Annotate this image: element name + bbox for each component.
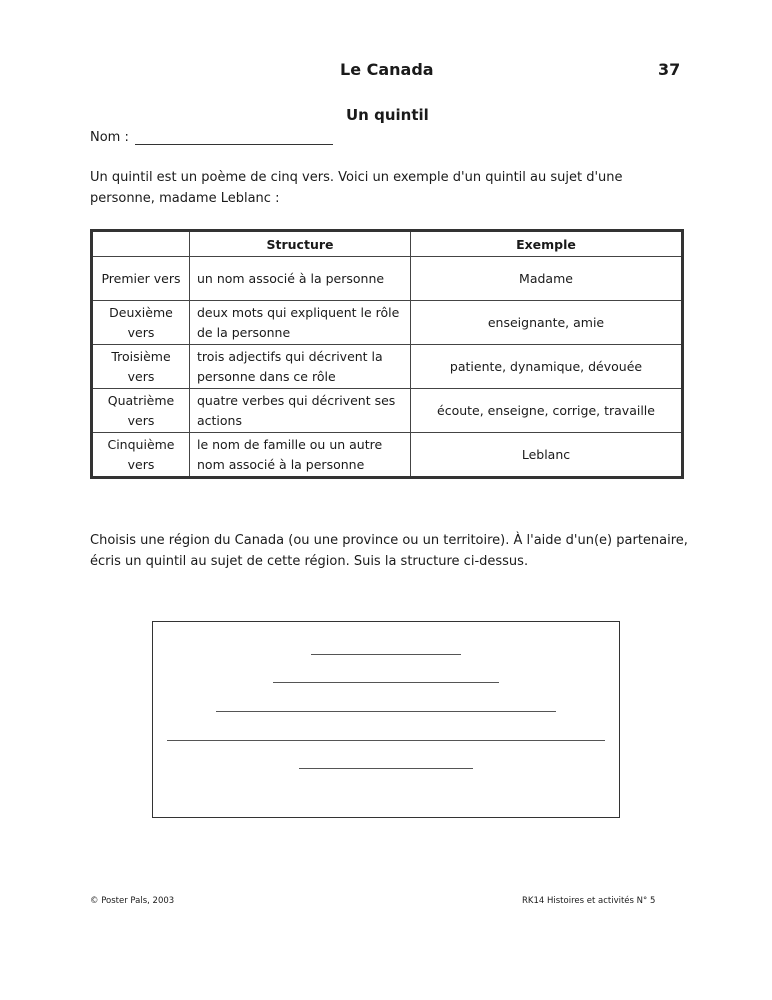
table-row [92, 389, 683, 433]
task-instructions: Choisis une région du Canada (ou une province ou un territoire). À l'aide d'un(e) partenaire, écris un quintil au sujet de cette région. Suis la structure ci-dessus. [90, 533, 688, 569]
structure-cell: deux mots qui expliquent le rôle de la personne [190, 301, 411, 345]
vers-cell: Troisième vers [92, 345, 190, 389]
name-label: Nom : [90, 130, 129, 145]
structure-cell: le nom de famille ou un autre nom associé à la personne [190, 433, 411, 478]
exemple-cell: Madame [411, 257, 683, 301]
footer-series: RK14 Histoires et activités N° 5 [522, 896, 656, 906]
table-header-row [92, 231, 683, 257]
document-title: Le Canada [340, 60, 434, 79]
name-blank-line[interactable] [135, 130, 333, 145]
intro-paragraph: Un quintil est un poème de cinq vers. Voici un exemple d'un quintil au sujet d'une personne, madame Leblanc : [90, 170, 623, 206]
exemple-cell: écoute, enseigne, corrige, travaille [411, 389, 683, 433]
exemple-cell: patiente, dynamique, dévouée [411, 345, 683, 389]
vers-cell: Premier vers [92, 257, 190, 301]
header-exemple: Exemple [411, 231, 683, 257]
poem-line-3[interactable] [216, 711, 556, 712]
table-row [92, 257, 683, 301]
footer-copyright: © Poster Pals, 2003 [90, 896, 175, 906]
structure-cell: trois adjectifs qui décrivent la personne dans ce rôle [190, 345, 411, 389]
quintil-writing-box [152, 621, 620, 818]
vers-cell: Deuxième vers [92, 301, 190, 345]
poem-line-4[interactable] [167, 740, 605, 741]
exemple-cell: enseignante, amie [411, 301, 683, 345]
quintil-structure-table [90, 229, 684, 479]
table-row [92, 433, 683, 478]
exemple-cell: Leblanc [411, 433, 683, 478]
header-structure: Structure [190, 231, 411, 257]
vers-cell: Cinquième vers [92, 433, 190, 478]
table-row [92, 301, 683, 345]
poem-line-1[interactable] [311, 654, 461, 655]
poem-line-2[interactable] [273, 682, 499, 683]
header-vers [92, 231, 190, 257]
vers-cell: Quatrième vers [92, 389, 190, 433]
poem-line-5[interactable] [299, 768, 473, 769]
structure-cell: quatre verbes qui décrivent ses actions [190, 389, 411, 433]
page-number: 37 [658, 60, 681, 79]
worksheet-subtitle: Un quintil [346, 106, 429, 124]
table-row [92, 345, 683, 389]
structure-cell: un nom associé à la personne [190, 257, 411, 301]
name-row [90, 130, 333, 145]
